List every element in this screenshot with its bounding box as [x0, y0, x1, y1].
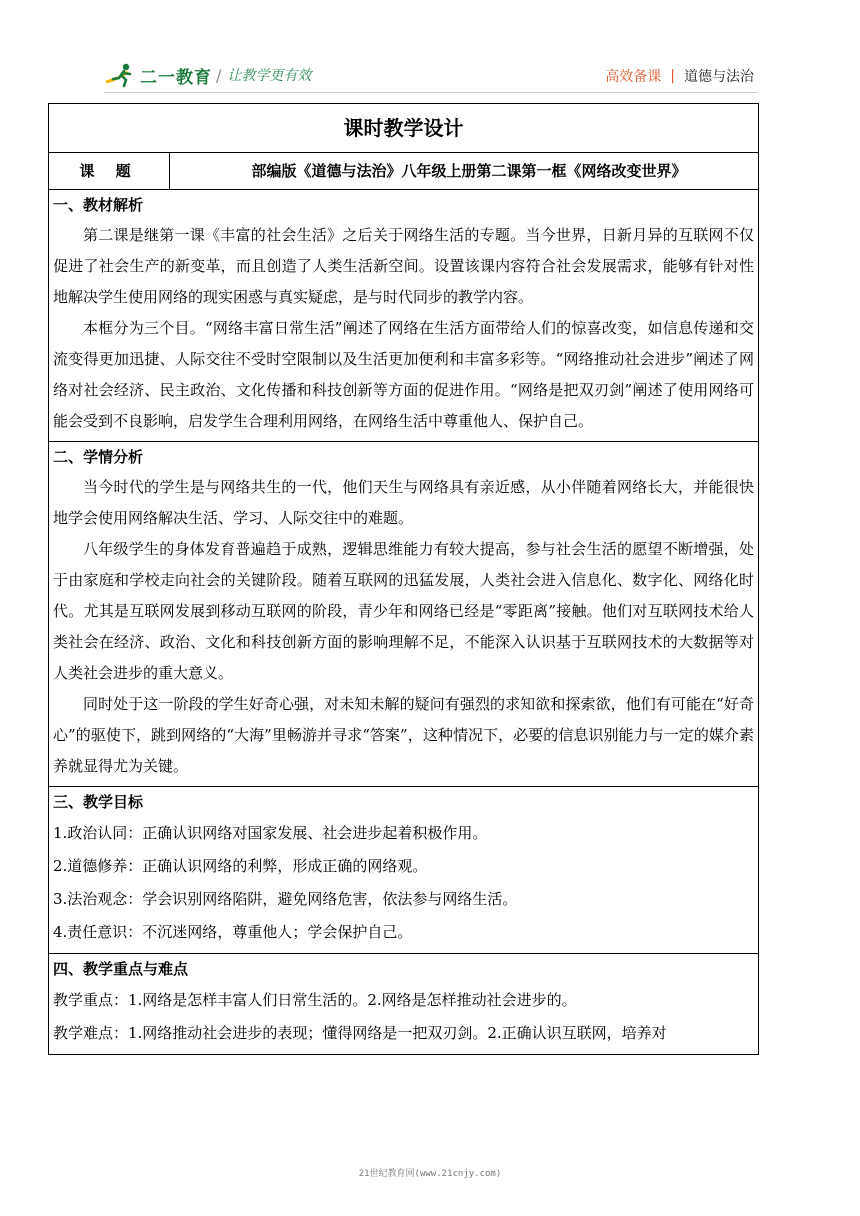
- topic-row: [49, 153, 758, 190]
- lesson-design-table: [48, 103, 759, 1055]
- section-heading: 三、教学目标: [53, 793, 144, 811]
- goal-item: 1.政治认同：正确认识网络对国家发展、社会进步起着积极作用。: [53, 824, 488, 842]
- paragraph: 当今时代的学生是与网络共生的一代，他们天生与网络具有亲近感，从小伴随着网络长大，并能很快地学会使用网络解决生活、学习、人际交往中的难题。: [53, 478, 754, 527]
- brand-logo[interactable]: [104, 62, 311, 88]
- section-heading: 四、教学重点与难点: [53, 960, 189, 978]
- section-heading: 一、教材解析: [53, 196, 144, 214]
- page-footer[interactable]: 21世纪教育网(www.21cnjy.com): [358, 1169, 502, 1179]
- paragraph: 同时处于这一阶段的学生好奇心强，对未知未解的疑问有强烈的求知欲和探索欲，他们有可能在“好奇心”的驱使下，跳到网络的“大海”里畅游并寻求“答案”，这种情况下，必要的信息识别能力与一定的媒介素养就显得尤为关键。: [53, 695, 754, 775]
- page-header: [48, 52, 758, 92]
- slogan-divider: /: [216, 65, 222, 85]
- document-title: 课时教学设计: [49, 104, 758, 153]
- paragraph: 八年级学生的身体发育普遍趋于成熟，逻辑思维能力有较大提高，参与社会生活的愿望不断增强，处于由家庭和学校走向社会的关键阶段。随着互联网的迅猛发展，人类社会进入信息化、数字化、网络化时代。尤其是互联网发展到移动互联网的阶段，青少年和网络已经是“零距离”接触。他们对互联网技术给人类社会在经济、政治、文化和科技创新方面的影响理解不足，不能深入认识基于互联网技术的大数据等对人类社会进步的重大意义。: [53, 540, 754, 682]
- goal-item: 4.责任意识：不沉迷网络，尊重他人；学会保护自己。: [53, 923, 413, 941]
- course-tag: 高效备课: [605, 69, 662, 85]
- goal-item: 3.法治观念：学会识别网络陷阱，避免网络危害，依法参与网络生活。: [53, 890, 518, 908]
- running-person-icon: [104, 62, 138, 88]
- paragraph: 第二课是继第一课《丰富的社会生活》之后关于网络生活的专题。当今世界，日新月异的互联网不仅促进了社会生产的新变革，而且创造了人类生活新空间。设置该课内容符合社会发展需求，能够有针对性地解决学生使用网络的现实困惑与真实疑虑，是与时代同步的教学内容。: [53, 226, 754, 306]
- section-teaching-goals: [49, 787, 758, 954]
- key-point-line: 教学重点：1.网络是怎样丰富人们日常生活的。2.网络是怎样推动社会进步的。: [53, 991, 577, 1009]
- header-meta: [605, 66, 754, 86]
- section-student-analysis: [49, 442, 758, 787]
- brand-name: 二一教育: [140, 67, 212, 88]
- difficulty-line: 教学难点：1.网络推动社会进步的表现；懂得网络是一把双刃剑。2.正确认识互联网，培养对: [53, 1024, 667, 1042]
- header-separator: |: [670, 68, 675, 84]
- section-key-points: [49, 954, 758, 1054]
- header-divider: [104, 92, 758, 93]
- section-heading: 二、学情分析: [53, 448, 144, 466]
- topic-value: 部编版《道德与法治》八年级上册第二课第一框《网络改变世界》: [251, 162, 687, 180]
- brand-slogan: 让教学更有效: [227, 68, 312, 84]
- paragraph: 本框分为三个目。“网络丰富日常生活”阐述了网络在生活方面带给人们的惊喜改变，如信息传递和交流变得更加迅捷、人际交往不受时空限制以及生活更加便利和丰富多彩等。“网络推动社会进步”阐述了网络对社会经济、民主政治、文化传播和科技创新等方面的促进作用。“网络是把双刃剑”阐述了使用网络可能会受到不良影响，启发学生合理利用网络，在网络生活中尊重他人、保护自己。: [53, 319, 754, 430]
- subject-label: 道德与法治: [684, 69, 754, 85]
- topic-label: 课 题: [49, 153, 170, 189]
- section-textbook-analysis: [49, 190, 758, 442]
- goal-item: 2.道德修养：正确认识网络的利弊，形成正确的网络观。: [53, 857, 428, 875]
